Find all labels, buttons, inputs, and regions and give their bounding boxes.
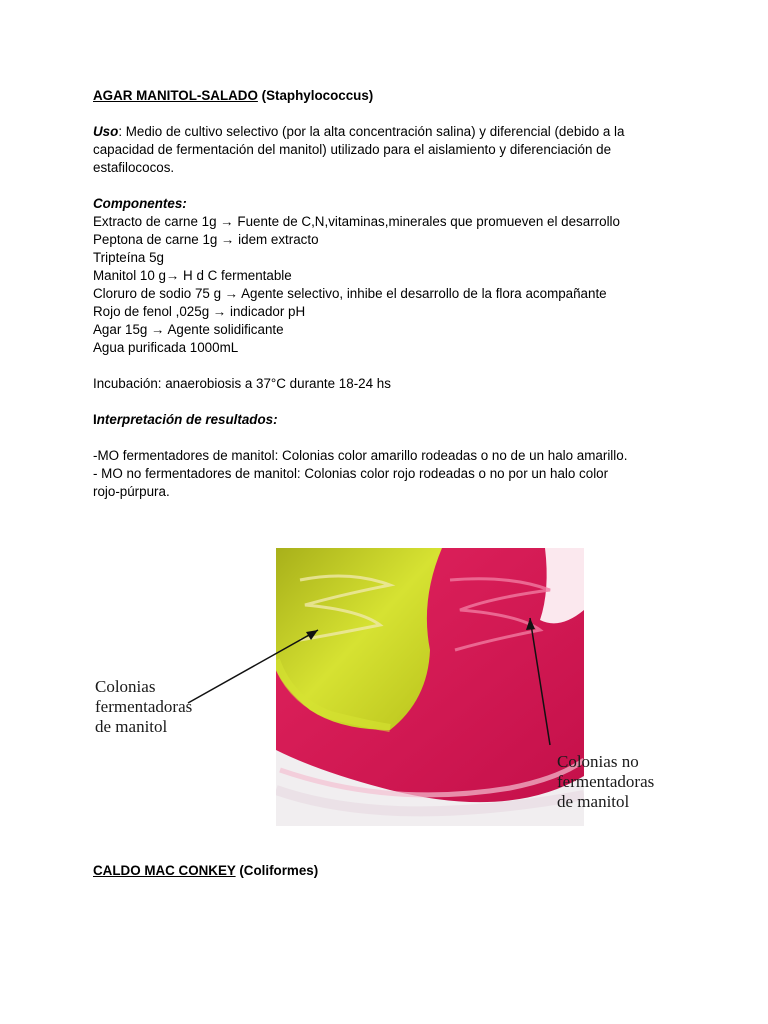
- componente-item: Manitol 10 g→ H d C fermentable: [93, 268, 292, 283]
- uso-paragraph: [93, 123, 693, 141]
- interpretacion-heading: [93, 411, 693, 429]
- section-caldo-mac-conkey: [93, 862, 318, 880]
- title-rest: (Coliformes): [235, 863, 319, 878]
- interpretacion-initial: I: [93, 412, 97, 427]
- resultado-line: -MO fermentadores de manitol: Colonias color amarillo rodeadas o no de un halo amarillo.: [93, 448, 628, 463]
- title-underlined: AGAR MANITOL-SALADO: [93, 88, 258, 103]
- uso-line: : Medio de cultivo selectivo (por la alta concentración salina) y diferencial (debido a la: [118, 124, 625, 139]
- uso-line: estafilococos.: [93, 160, 175, 175]
- resultado-line: - MO no fermentadores de manitol: Colonias color rojo rodeadas o no por un halo color: [93, 466, 609, 481]
- section-title-mac-conkey: [93, 862, 318, 880]
- componente-item: Rojo de fenol ,025g → indicador pH: [93, 304, 306, 319]
- section-title-agar-manitol: [93, 87, 693, 105]
- componente-item: Tripteína 5g: [93, 250, 164, 265]
- uso-label: Uso: [93, 124, 119, 139]
- document-body: [93, 87, 693, 501]
- interpretacion-label: nterpretación de resultados:: [96, 412, 278, 427]
- title-underlined: CALDO MAC CONKEY: [93, 863, 236, 878]
- label-no-fermentadoras: Colonias no fermentadoras de manitol: [557, 752, 655, 811]
- resultado-line: rojo-púrpura.: [93, 484, 170, 499]
- label-fermentadoras: Colonias fermentadoras de manitol: [95, 677, 193, 736]
- componente-item: Agua purificada 1000mL: [93, 340, 239, 355]
- incubacion-text: Incubación: anaerobiosis a 37°C durante 18-24 hs: [93, 376, 391, 391]
- componente-item: Agar 15g → Agente solidificante: [93, 322, 284, 337]
- componente-item: Cloruro de sodio 75 g → Agente selectivo, inhibe el desarrollo de la flora acompañante: [93, 286, 607, 301]
- componente-item: Extracto de carne 1g → Fuente de C,N,vitaminas,minerales que promueven el desarrollo: [93, 214, 620, 229]
- componente-item: Peptona de carne 1g → idem extracto: [93, 232, 319, 247]
- componentes-label: Componentes:: [93, 196, 187, 211]
- uso-line: capacidad de fermentación del manitol) utilizado para el aislamiento y diferenciación de: [93, 142, 612, 157]
- title-rest: (Staphylococcus): [257, 88, 374, 103]
- petri-dish-figure: [90, 540, 690, 830]
